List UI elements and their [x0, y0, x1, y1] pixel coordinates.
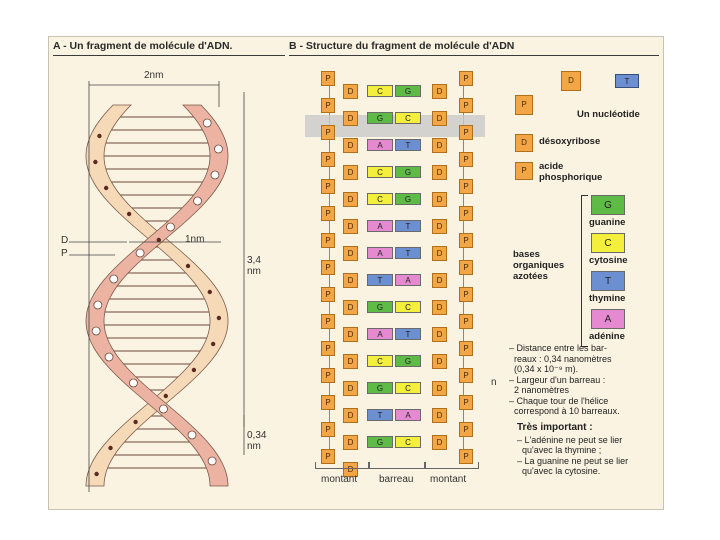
phosphate-right: P: [459, 368, 473, 383]
deoxyribose-right: D: [432, 219, 447, 234]
bracket-barreau: [369, 462, 425, 469]
base-left: C: [367, 193, 393, 205]
panel-a-title: A - Un fragment de molécule d'ADN.: [53, 37, 285, 56]
deoxyribose-right: D: [432, 273, 447, 288]
deoxyribose-right: D: [432, 381, 447, 396]
phosphate-right: P: [459, 314, 473, 329]
deoxyribose-dot: [157, 238, 161, 242]
base-right: G: [395, 193, 421, 205]
deoxyribose-left: D: [343, 246, 358, 261]
deoxyribose-left: D: [343, 408, 358, 423]
base-right: T: [395, 328, 421, 340]
phosphate-right: P: [459, 260, 473, 275]
phosphate-left: P: [321, 287, 335, 302]
phosphate-left: P: [321, 71, 335, 86]
phosphate-left: P: [321, 260, 335, 275]
base-left: C: [367, 166, 393, 178]
deoxyribose-right: D: [432, 111, 447, 126]
phosphate-circle: [159, 405, 167, 413]
note-line: – Chaque tour de l'hélice: [509, 395, 609, 406]
phosphate-left: P: [321, 314, 335, 329]
note-line: 2 nanomètres: [509, 385, 570, 395]
important-line: – La guanine ne peut se lier: [517, 455, 629, 466]
deoxyribose-right: D: [432, 138, 447, 153]
legend-sugar-label: désoxyribose: [539, 136, 601, 147]
important-line: qu'avec la cytosine.: [517, 466, 601, 476]
phosphate-right: P: [459, 179, 473, 194]
base-left: A: [367, 139, 393, 151]
rung-width-label: 1nm: [185, 234, 205, 245]
legend-sugar-box: D: [515, 134, 533, 152]
phosphate-circle: [136, 249, 144, 257]
phosphate-left: P: [321, 179, 335, 194]
deoxyribose-left: D: [343, 273, 358, 288]
phosphate-left: P: [321, 422, 335, 437]
base-left: C: [367, 85, 393, 97]
deoxyribose-left: D: [343, 327, 358, 342]
deoxyribose-left: D: [343, 84, 358, 99]
width-label: 2nm: [144, 70, 164, 81]
base-right: T: [395, 220, 421, 232]
deoxyribose-dot: [192, 368, 196, 372]
deoxyribose-left: D: [343, 165, 358, 180]
phosphate-left: P: [321, 206, 335, 221]
deoxyribose-dot: [211, 342, 215, 346]
phosphate-right: P: [459, 125, 473, 140]
phosphate-right: P: [459, 206, 473, 221]
important-line: – L'adénine ne peut se lier: [517, 434, 623, 445]
phosphate-left: P: [321, 449, 335, 464]
base-right: G: [395, 166, 421, 178]
note-line: – Distance entre les bar-: [509, 343, 608, 353]
deoxyribose-dot: [186, 264, 190, 268]
deoxyribose-left: D: [343, 381, 358, 396]
deoxyribose-left: D: [343, 300, 358, 315]
deoxyribose-dot: [127, 212, 131, 216]
phosphate-circle: [214, 145, 222, 153]
base-right: T: [395, 247, 421, 259]
nucleotide-sugar-box: D: [561, 71, 581, 91]
base-left: C: [367, 355, 393, 367]
deoxyribose-dot: [93, 160, 97, 164]
step-label-unit: nm: [247, 441, 261, 452]
phosphate-circle: [203, 119, 211, 127]
phosphate-right: P: [459, 287, 473, 302]
important-title: Très important :: [517, 421, 593, 433]
bases-label-2: organiques: [513, 260, 565, 271]
legend-base-name: adénine: [589, 331, 625, 342]
deoxyribose-right: D: [432, 246, 447, 261]
base-left: T: [367, 274, 393, 286]
phosphate-circle: [110, 275, 118, 283]
legend-base-guanine: G: [591, 195, 625, 215]
phosphate-left: P: [321, 233, 335, 248]
base-left: G: [367, 301, 393, 313]
phosphate-pointer-label: P: [61, 248, 68, 259]
deoxyribose-right: D: [432, 300, 447, 315]
deoxyribose-right: D: [432, 435, 447, 450]
deoxyribose-left: D: [343, 138, 358, 153]
base-left: G: [367, 436, 393, 448]
deoxyribose-right: D: [432, 84, 447, 99]
bases-label-3: azotées: [513, 271, 548, 282]
deoxyribose-right: D: [432, 354, 447, 369]
phosphate-circle: [211, 171, 219, 179]
textbook-page: [48, 36, 664, 510]
legend-base-thymine: T: [591, 271, 625, 291]
deoxyribose-dot: [97, 134, 101, 138]
nucleotide-base-box: T: [615, 74, 639, 88]
base-right: T: [395, 139, 421, 151]
base-right: C: [395, 301, 421, 313]
legend-phosphate-label-1: acide: [539, 161, 564, 172]
phosphate-right: P: [459, 98, 473, 113]
phosphate-right: P: [459, 449, 473, 464]
legend-phosphate-label-2: phosphorique: [539, 172, 603, 183]
bases-label-1: bases: [513, 249, 540, 260]
base-right: A: [395, 409, 421, 421]
base-left: A: [367, 328, 393, 340]
pitch-label-unit: nm: [247, 266, 261, 277]
step-label-value: 0,34: [247, 430, 267, 441]
phosphate-left: P: [321, 125, 335, 140]
base-right: C: [395, 112, 421, 124]
bracket-montant-right: [425, 462, 479, 469]
phosphate-right: P: [459, 152, 473, 167]
label-montant-left: montant: [321, 474, 358, 485]
deoxyribose-left: D: [343, 111, 358, 126]
phosphate-right: P: [459, 341, 473, 356]
deoxyribose-dot: [94, 472, 98, 476]
legend-base-name: thymine: [589, 293, 626, 304]
deoxyribose-dot: [208, 290, 212, 294]
deoxyribose-pointer-label: D: [61, 235, 69, 246]
base-left: G: [367, 112, 393, 124]
deoxyribose-left: D: [343, 435, 358, 450]
legend-base-adénine: A: [591, 309, 625, 329]
bracket-montant-left: [315, 462, 369, 469]
panel-b-title: B - Structure du fragment de molécule d'ADN: [289, 37, 659, 56]
nucleotide-phosphate-box: P: [515, 95, 533, 115]
deoxyribose-dot: [104, 186, 108, 190]
note-line: (0,34 x 10⁻⁹ m).: [509, 364, 579, 374]
deoxyribose-right: D: [432, 192, 447, 207]
base-right: C: [395, 382, 421, 394]
deoxyribose-left: D: [343, 192, 358, 207]
deoxyribose-left: D: [343, 354, 358, 369]
phosphate-left: P: [321, 98, 335, 113]
important-line: qu'avec la thymine ;: [517, 445, 602, 455]
base-left: T: [367, 409, 393, 421]
phosphate-left: P: [321, 395, 335, 410]
double-helix: [86, 105, 228, 486]
phosphate-right: P: [459, 422, 473, 437]
base-right: G: [395, 85, 421, 97]
base-right: A: [395, 274, 421, 286]
phosphate-right: P: [459, 71, 473, 86]
base-right: G: [395, 355, 421, 367]
phosphate-right: P: [459, 233, 473, 248]
note-line: – Largeur d'un barreau :: [509, 374, 606, 385]
deoxyribose-left: D: [343, 462, 358, 477]
phosphate-circle: [105, 353, 113, 361]
deoxyribose-right: D: [432, 327, 447, 342]
base-left: A: [367, 247, 393, 259]
deoxyribose-dot: [164, 394, 168, 398]
legend-base-name: guanine: [589, 217, 626, 228]
phosphate-circle: [129, 379, 137, 387]
phosphate-circle: [194, 197, 202, 205]
phosphate-circle: [94, 301, 102, 309]
deoxyribose-right: D: [432, 408, 447, 423]
nucleotide-label: Un nucléotide: [577, 109, 640, 120]
deoxyribose-dot: [133, 420, 137, 424]
phosphate-circle: [92, 327, 100, 335]
legend-base-name: cytosine: [589, 255, 628, 266]
phosphate-right: P: [459, 395, 473, 410]
stray-letter: n: [491, 377, 497, 388]
note-line: reaux : 0,34 nanomètres: [509, 353, 612, 364]
base-right: C: [395, 436, 421, 448]
deoxyribose-right: D: [432, 165, 447, 180]
note-line: correspond à 10 barreaux.: [509, 406, 620, 416]
phosphate-left: P: [321, 341, 335, 356]
pitch-label-value: 3,4: [247, 255, 261, 266]
phosphate-left: P: [321, 368, 335, 383]
deoxyribose-dot: [108, 446, 112, 450]
label-montant-right: montant: [430, 474, 467, 485]
deoxyribose-dot: [217, 316, 221, 320]
phosphate-left: P: [321, 152, 335, 167]
label-barreau: barreau: [379, 474, 414, 485]
base-left: A: [367, 220, 393, 232]
deoxyribose-left: D: [343, 219, 358, 234]
phosphate-circle: [166, 223, 174, 231]
base-left: G: [367, 382, 393, 394]
phosphate-circle: [208, 457, 216, 465]
legend-phosphate-box: P: [515, 162, 533, 180]
phosphate-circle: [188, 431, 196, 439]
bases-bracket: [581, 195, 588, 347]
legend-base-cytosine: C: [591, 233, 625, 253]
